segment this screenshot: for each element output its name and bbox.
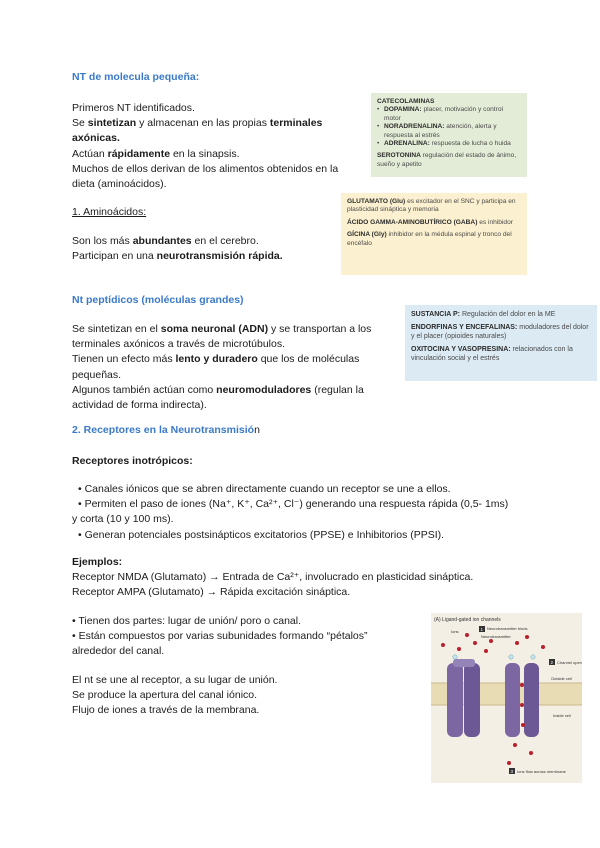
channel-diagram — [431, 613, 582, 783]
label-ions: Ions — [451, 629, 459, 634]
text-line: actividad de forma indirecta). — [72, 399, 207, 412]
glutamato-entry: GLUTAMATO (Glu) es excitador en el SNC y participa en plasticidad sináptica y memoria — [347, 198, 516, 214]
oxitocina-entry: OXITOCINA Y VASOPRESINA: relacionados con la vinculación social y el estrés — [411, 346, 573, 362]
gaba-entry: ÁCIDO GAMMA-AMINOBUTÍRICO (GABA) es inhibidor — [347, 218, 513, 226]
small-nt-paragraph — [72, 101, 372, 192]
label-outside: Outside cell — [551, 676, 572, 681]
example-line: Receptor NMDA (Glutamato) → Entrada de Ca²⁺, involucrado en plasticidad sináptica. — [72, 571, 474, 584]
label-channel-opens: Channel opens — [557, 660, 582, 665]
text-line: pequeñas. — [72, 368, 122, 381]
text-line: El nt se une al receptor, a su lugar de unión. — [72, 674, 278, 686]
list-item: • Canales iónicos que se abren directamente cuando un receptor se une a ellos. — [78, 483, 451, 495]
text-line: Actúan rápidamente en la sinapsis. — [72, 147, 240, 160]
svg-text:2: 2 — [550, 660, 554, 665]
structure-notes — [72, 614, 412, 660]
ejemplos-block — [72, 555, 552, 601]
text-line: Se sintetizan y almacenan en las propias terminales — [72, 117, 323, 130]
text-line: Son los más abundantes en el cerebro. — [72, 235, 259, 247]
svg-text:3: 3 — [510, 769, 514, 774]
aminoacidos-paragraph — [72, 234, 372, 264]
label-inside: Inside cell — [553, 713, 571, 718]
text-line: terminales axónicos a través de microtúbulos. — [72, 338, 286, 351]
endorfinas-entry: ENDORFINAS Y ENCEFALINAS: moduladores del dolor y el placer (opioides naturales) — [411, 324, 589, 340]
box-title: CATECOLAMINAS — [377, 98, 435, 105]
ejemplos-title: Ejemplos: — [72, 556, 123, 568]
svg-text:1: 1 — [480, 627, 484, 632]
inotropicos-list — [72, 482, 552, 543]
section-heading-peptidicos: Nt peptídicos (moléculas grandes) — [72, 294, 244, 306]
text-line: Tienen un efecto más lento y duradero que los de moléculas — [72, 353, 360, 366]
mechanism-notes — [72, 673, 412, 719]
serotonina-entry: SEROTONINA regulación del estado de ánimo, sueño y apetito — [377, 152, 517, 168]
catecolaminas-list — [377, 106, 521, 148]
list-item: • Generan potenciales postsinápticos excitatorios (PPSE) e Inhibitorios (PPSI). — [78, 528, 445, 541]
sustancia-p-entry: SUSTANCIA P: Regulación del dolor en la ME — [411, 311, 556, 318]
text-line: Flujo de iones a través de la membrana. — [72, 704, 260, 717]
label-binds: Neurotransmitter binds — [487, 626, 528, 631]
text-line: • Tienen dos partes: lugar de unión/ poro o canal. — [72, 615, 301, 627]
label-neurotransmitter: Neurotransmitter — [481, 634, 511, 639]
text-line: alrededor del canal. — [72, 645, 165, 658]
text-line: • Están compuestos por varias subunidades formando “pétalos” — [72, 630, 368, 643]
text-line: axónicas. — [72, 132, 120, 145]
peptidicos-paragraph — [72, 322, 392, 413]
text-line: dieta (aminoácidos). — [72, 178, 167, 191]
list-item: • NORADRENALINA: atención, alerta y respuesta al estrés — [377, 123, 521, 140]
subheading-aminoacidos: 1. Aminoácidos: — [72, 206, 147, 218]
ligand-gated-channel-figure — [431, 613, 582, 783]
label-ions-flow: Ions flow across membrane — [517, 769, 566, 774]
section-heading-receptores: 2. Receptores en la Neurotransmisión — [72, 424, 260, 436]
aminoacidos-box — [341, 193, 527, 275]
text-line: Participan en una neurotransmisión rápida. — [72, 250, 283, 263]
list-item-continuation: y corta (10 y 100 ms). — [72, 513, 174, 526]
example-line: Receptor AMPA (Glutamato) → Rápida excitación sináptica. — [72, 586, 351, 599]
section-heading-small-nt: NT de molecula pequeña: — [72, 71, 200, 83]
text-line: Muchos de ellos derivan de los alimentos obtenidos en la — [72, 162, 339, 175]
list-item: • DOPAMINA: placer, motivación y control motor — [377, 106, 521, 123]
catecolaminas-box — [371, 93, 527, 177]
figure-title: (A) Ligand-gated ion channels — [434, 617, 501, 623]
text-line: Se sintetizan en el soma neuronal (ADN) y se transportan a los — [72, 323, 372, 335]
list-item: • Permiten el paso de iones (Na⁺, K⁺, Ca²⁺, Cl⁻) generando una respuesta rápida (0,5- 1ms) — [78, 498, 509, 511]
subheading-inotropicos: Receptores inotrópicos: — [72, 455, 193, 467]
text-line: Algunos también actúan como neuromoduladores (regulan la — [72, 383, 364, 396]
text-line: Primeros NT identificados. — [72, 102, 195, 114]
text-line: Se produce la apertura del canal iónico. — [72, 689, 258, 702]
glicina-entry: GÍCINA (Gly) inhibidor en la médula espinal y tronco del encéfalo — [347, 231, 512, 247]
list-item: • ADRENALINA: respuesta de lucha o huida — [377, 140, 521, 148]
peptidos-box — [405, 305, 597, 381]
